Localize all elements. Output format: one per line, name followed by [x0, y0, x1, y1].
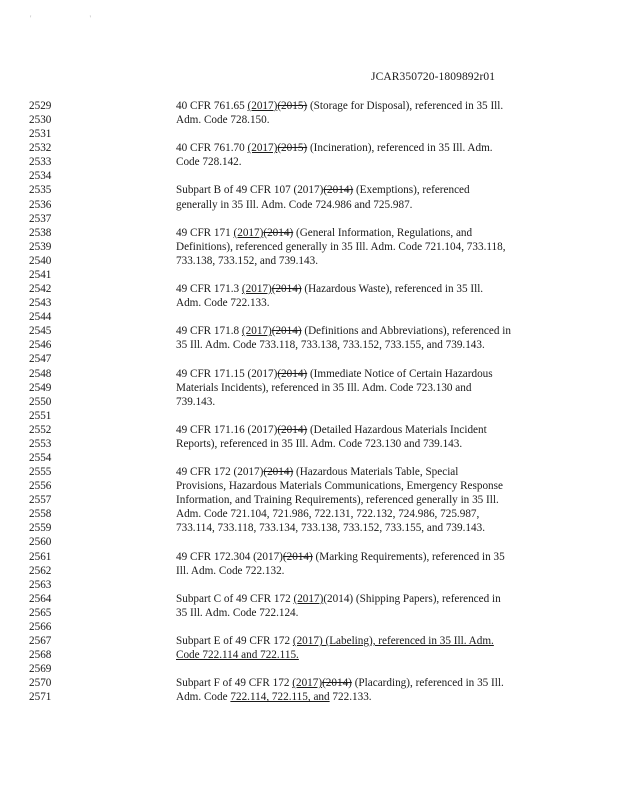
line-text	[176, 606, 298, 620]
line-number: 2558	[29, 508, 52, 521]
line-number: 2537	[29, 212, 52, 225]
line-number: 2557	[29, 494, 52, 507]
inserted-text: (2017) (Labeling), referenced in 35 Ill. Adm.	[292, 635, 494, 648]
line-number: 2569	[29, 663, 52, 676]
inserted-text: (2017)	[293, 592, 324, 605]
text-line	[0, 578, 618, 592]
text-line	[0, 521, 618, 535]
text-segment: 40 CFR 761.70	[176, 142, 248, 155]
text-line	[0, 352, 618, 366]
text-segment: Adm. Code 728.150.	[176, 114, 270, 127]
line-number: 2546	[29, 339, 52, 352]
line-number: 2567	[29, 635, 52, 648]
line-text	[176, 240, 506, 254]
line-number: 2563	[29, 578, 52, 591]
line-number: 2570	[29, 677, 52, 690]
text-line	[0, 662, 618, 676]
text-segment: Code 728.142.	[176, 156, 242, 169]
text-segment: 49 CFR 171.16 (2017)	[176, 423, 278, 436]
line-number: 2566	[29, 620, 52, 633]
line-text	[176, 564, 284, 578]
line-text	[176, 155, 242, 169]
text-segment: (2014) (Shipping Papers), referenced in	[323, 592, 501, 605]
text-segment: Ill. Adm. Code 722.132.	[176, 564, 285, 577]
line-text	[176, 465, 458, 479]
text-segment: generally in 35 Ill. Adm. Code 724.986 and 725.987.	[176, 198, 413, 211]
line-number: 2560	[29, 536, 52, 549]
text-segment: (Hazardous Materials Table, Special	[293, 466, 459, 479]
text-line	[0, 648, 618, 662]
text-segment: 49 CFR 171	[176, 226, 234, 239]
line-number: 2550	[29, 395, 52, 408]
line-number: 2568	[29, 649, 52, 662]
inserted-text: (2017)	[241, 325, 272, 338]
line-number: 2551	[29, 409, 52, 422]
line-text	[176, 226, 472, 240]
text-segment: (Incineration), referenced in 35 Ill. Adm.	[307, 142, 493, 155]
text-line	[0, 127, 618, 141]
line-number: 2539	[29, 240, 52, 253]
text-line	[0, 155, 618, 169]
line-text	[176, 521, 485, 535]
line-number: 2549	[29, 381, 52, 394]
line-number: 2565	[29, 606, 52, 619]
text-segment: 722.133.	[329, 691, 372, 704]
line-number: 2533	[29, 156, 52, 169]
text-segment: (Exemptions), referenced	[353, 184, 470, 197]
text-line	[0, 296, 618, 310]
text-line	[0, 550, 618, 564]
inserted-text: (2017)	[247, 100, 278, 112]
deleted-text: (2014)	[271, 325, 302, 338]
line-text	[176, 493, 499, 507]
text-segment: 35 Ill. Adm. Code 722.124.	[176, 606, 299, 619]
text-line	[0, 690, 618, 704]
text-segment: 49 CFR 172 (2017)	[176, 466, 264, 479]
inserted-text: Code 722.114 and 722.115.	[176, 649, 299, 662]
text-segment: 49 CFR 172.304 (2017)	[176, 550, 283, 563]
line-number: 2544	[29, 311, 52, 324]
deleted-text: (2014)	[323, 184, 354, 197]
text-segment: 40 CFR 761.65	[176, 100, 248, 112]
line-text	[176, 648, 299, 662]
line-number: 2552	[29, 423, 52, 436]
inserted-text: (2017)	[292, 677, 323, 690]
line-number: 2531	[29, 128, 52, 141]
text-segment: Subpart B of 49 CFR 107 (2017)	[176, 184, 324, 197]
text-segment: (Definitions and Abbreviations), referenced in	[301, 325, 511, 338]
text-segment: 35 Ill. Adm. Code 733.118, 733.138, 733.152, 733.155, and 739.143.	[176, 339, 485, 352]
text-line	[0, 381, 618, 395]
text-line	[0, 169, 618, 183]
text-line	[0, 395, 618, 409]
line-number: 2540	[29, 254, 52, 267]
line-number: 2534	[29, 170, 52, 183]
text-line	[0, 99, 618, 113]
deleted-text: (2015)	[277, 100, 308, 112]
line-number: 2554	[29, 452, 52, 464]
line-number: 2547	[29, 353, 52, 366]
text-line	[0, 254, 618, 268]
text-segment: (Immediate Notice of Certain Hazardous	[307, 367, 493, 380]
text-segment: 49 CFR 171.3	[176, 283, 242, 296]
text-line	[0, 634, 618, 648]
line-text	[176, 381, 471, 395]
text-line	[0, 240, 618, 254]
text-line	[0, 620, 618, 634]
line-text	[176, 592, 501, 606]
scan-marks: ' '	[30, 14, 119, 23]
text-segment: (Storage for Disposal), referenced in 35 Ill.	[307, 100, 504, 112]
text-segment: Adm. Code 722.133.	[176, 297, 270, 310]
line-text	[176, 437, 462, 451]
line-text	[176, 690, 372, 704]
inserted-text: (2017)	[247, 142, 278, 155]
line-text	[176, 634, 494, 648]
line-number: 2564	[29, 592, 52, 605]
line-text	[176, 113, 270, 127]
inserted-text: 722.114, 722.115, and	[230, 691, 330, 704]
line-number: 2532	[29, 142, 52, 155]
line-text	[176, 99, 503, 113]
inserted-text: (2017)	[241, 283, 272, 296]
text-segment: Subpart E of 49 CFR 172	[176, 635, 293, 648]
text-segment: 49 CFR 171.15 (2017)	[176, 367, 278, 380]
line-text	[176, 479, 503, 493]
line-number: 2535	[29, 184, 52, 197]
text-line	[0, 212, 618, 226]
text-line	[0, 113, 618, 127]
text-line	[0, 141, 618, 155]
text-line	[0, 437, 618, 451]
text-line	[0, 198, 618, 212]
text-segment: (Hazardous Waste), referenced in 35 Ill.	[301, 283, 484, 296]
text-line	[0, 282, 618, 296]
line-number: 2548	[29, 367, 52, 380]
text-segment: Definitions), referenced generally in 35 Ill. Adm. Code 721.104, 733.118,	[176, 240, 506, 253]
deleted-text: (2014)	[282, 550, 313, 563]
text-segment: (Placarding), referenced in 35 Ill.	[351, 677, 504, 690]
line-number: 2555	[29, 466, 52, 479]
line-number: 2571	[29, 691, 52, 704]
deleted-text: (2014)	[322, 677, 352, 690]
line-text	[176, 338, 485, 352]
line-text	[176, 141, 493, 155]
text-line	[0, 183, 618, 197]
deleted-text: (2014)	[277, 367, 308, 380]
line-number: 2541	[29, 268, 52, 281]
text-line	[0, 676, 618, 690]
text-segment: Materials Incidents), referenced in 35 Ill. Adm. Code 723.130 and	[176, 381, 472, 394]
text-segment: 733.114, 733.118, 733.134, 733.138, 733.152, 733.155, and 739.143.	[176, 522, 485, 535]
text-line	[0, 268, 618, 282]
text-segment: Adm. Code	[176, 691, 231, 704]
line-text	[176, 296, 270, 310]
text-line	[0, 564, 618, 578]
deleted-text: (2014)	[263, 466, 294, 479]
line-number: 2542	[29, 283, 52, 296]
text-line	[0, 592, 618, 606]
text-line	[0, 310, 618, 324]
line-text	[176, 183, 470, 197]
text-segment: (Marking Requirements), referenced in 35	[312, 550, 505, 563]
deleted-text: (2014)	[277, 423, 308, 436]
line-number: 2536	[29, 198, 52, 211]
text-line	[0, 507, 618, 521]
line-number: 2543	[29, 297, 52, 310]
text-segment: Adm. Code 721.104, 721.986, 722.131, 722.132, 724.986, 725.987,	[176, 508, 480, 521]
inserted-text: (2017)	[233, 226, 264, 239]
text-segment: (Detailed Hazardous Materials Incident	[307, 423, 487, 436]
text-segment: Provisions, Hazardous Materials Communications, Emergency Response	[176, 480, 503, 493]
text-segment: 733.138, 733.152, and 739.143.	[176, 254, 319, 267]
line-text	[176, 282, 483, 296]
line-number: 2556	[29, 480, 52, 493]
deleted-text: (2014)	[271, 283, 302, 296]
line-text	[176, 423, 487, 437]
line-text	[176, 507, 479, 521]
deleted-text: (2015)	[277, 142, 308, 155]
text-line	[0, 493, 618, 507]
line-number: 2559	[29, 522, 52, 535]
text-line	[0, 367, 618, 381]
text-line	[0, 479, 618, 493]
text-segment: Subpart F of 49 CFR 172	[176, 677, 293, 690]
text-segment: Reports), referenced in 35 Ill. Adm. Code 723.130 and 739.143.	[176, 437, 463, 450]
deleted-text: (2014)	[263, 226, 294, 239]
text-segment: (General Information, Regulations, and	[293, 226, 473, 239]
text-line	[0, 409, 618, 423]
line-number: 2538	[29, 226, 52, 239]
line-number: 2562	[29, 564, 52, 577]
text-line	[0, 535, 618, 549]
line-text	[176, 254, 318, 268]
text-segment: Information, and Training Requirements), referenced generally in 35 Ill.	[176, 494, 499, 507]
line-number: 2545	[29, 325, 52, 338]
line-text	[176, 324, 511, 338]
line-text	[176, 367, 493, 381]
line-number: 2529	[29, 100, 52, 112]
document-id: JCAR350720-1809892r01	[371, 71, 496, 83]
text-line	[0, 226, 618, 240]
line-number: 2561	[29, 550, 52, 563]
line-text	[176, 198, 412, 212]
line-number: 2530	[29, 114, 52, 127]
line-number: 2553	[29, 437, 52, 450]
text-line	[0, 465, 618, 479]
text-line	[0, 451, 618, 465]
line-text	[176, 550, 505, 564]
line-text	[176, 676, 504, 690]
text-line	[0, 324, 618, 338]
text-line	[0, 423, 618, 437]
text-line	[0, 338, 618, 352]
line-text	[176, 395, 215, 409]
text-segment: 739.143.	[176, 395, 216, 408]
text-line	[0, 606, 618, 620]
text-segment: Subpart C of 49 CFR 172	[176, 592, 294, 605]
text-segment: 49 CFR 171.8	[176, 325, 242, 338]
